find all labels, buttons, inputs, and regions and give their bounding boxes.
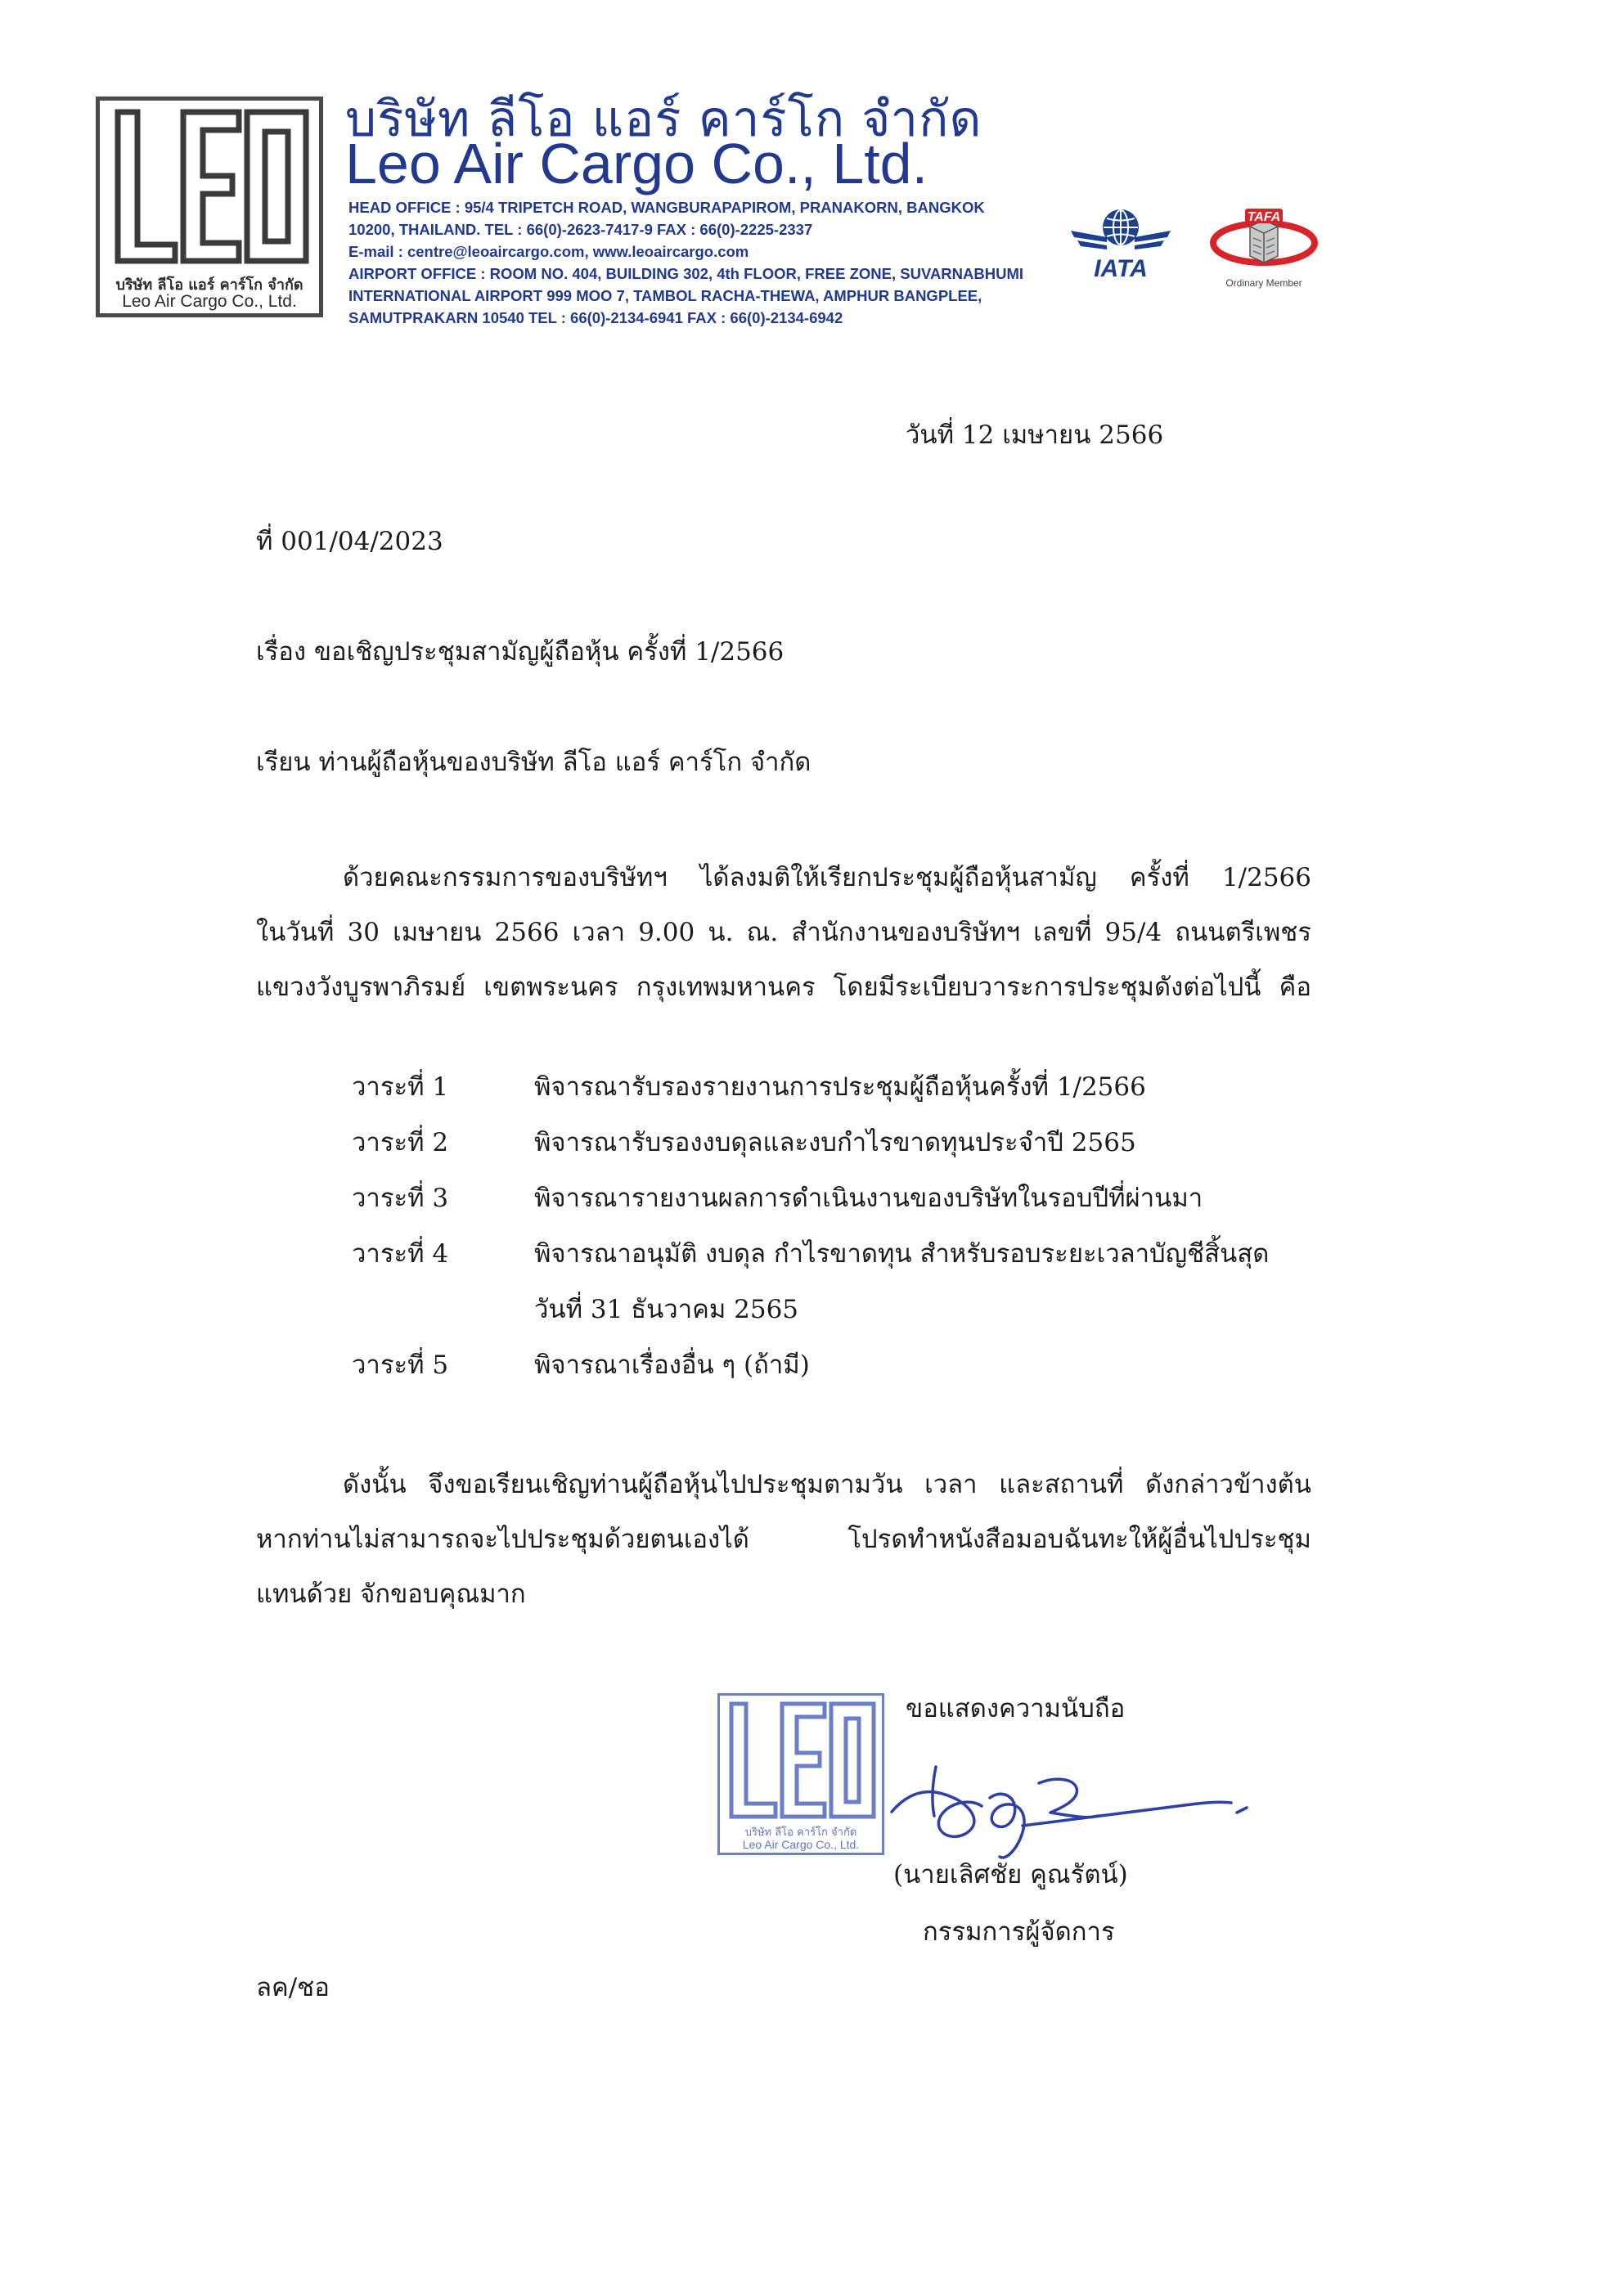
intro-paragraph (256, 851, 1311, 1015)
address-line: HEAD OFFICE : 95/4 TRIPETCH ROAD, WANGBURAPAPIROM, PRANAKORN, BANGKOK (348, 199, 985, 216)
company-name-english: Leo Air Cargo Co., Ltd. (345, 132, 928, 195)
paragraph-line: แขวงวังบูรพาภิรมย์ เขตพระนคร กรุงเทพมหานคร โดยมีระเบียบวาระการประชุมดังต่อไปนี้ คือ (256, 973, 1311, 1002)
company-address (348, 196, 1068, 329)
company-name-thai: บริษัท ลีโอ แอร์ คาร์โก จำกัด (345, 91, 982, 148)
iata-logo (1068, 204, 1174, 285)
agenda-description: พิจารณาเรื่องอื่น ๆ (ถ้ามี) (534, 1350, 810, 1380)
company-stamp (717, 1693, 884, 1855)
tafa-logo (1203, 209, 1325, 289)
signer-title: กรรมการผู้จัดการ (923, 1917, 1115, 1947)
document-initials: ลค/ชอ (256, 1973, 330, 2002)
letter-subject: เรื่อง ขอเชิญประชุมสามัญผู้ถือหุ้น ครั้งที่ 1/2566 (256, 637, 785, 667)
agenda-number: วาระที่ 4 (352, 1239, 449, 1269)
signer-name: (นายเลิศชัย คูณรัตน์) (893, 1860, 1128, 1889)
agenda-description: พิจารณารับรองงบดุลและงบกำไรขาดทุนประจำปี 2565 (534, 1128, 1136, 1157)
agenda-number: วาระที่ 5 (352, 1350, 449, 1380)
agenda-description: พิจารณารับรองรายงานการประชุมผู้ถือหุ้นครั้งที่ 1/2566 (534, 1072, 1146, 1102)
address-line: AIRPORT OFFICE : ROOM NO. 404, BUILDING 302, 4th FLOOR, FREE ZONE, SUVARNABHUMI (348, 265, 1024, 282)
paragraph-line: ดังนั้น จึงขอเรียนเชิญท่านผู้ถือหุ้นไปประชุมตามวัน เวลา และสถานที่ ดังกล่าวข้างต้น (343, 1470, 1311, 1499)
agenda-number: วาระที่ 1 (352, 1072, 449, 1102)
stamp-caption-thai: บริษัท ลีโอ คาร์โก จำกัด (744, 1826, 857, 1839)
closing-paragraph (256, 1458, 1311, 1622)
closing-salutation: ขอแสดงความนับถือ (906, 1694, 1126, 1723)
letter-recipient: เรียน ท่านผู้ถือหุ้นของบริษัท ลีโอ แอร์ คาร์โก จำกัด (256, 748, 812, 777)
logo-caption-thai: บริษัท ลีโอ แอร์ คาร์โก จำกัด (115, 276, 303, 294)
logo-caption-english: Leo Air Cargo Co., Ltd. (122, 292, 297, 311)
tafa-label: TAFA (1247, 210, 1281, 224)
address-line: E-mail : centre@leoaircargo.com, www.leoaircargo.com (348, 243, 749, 260)
stamp-caption-english: Leo Air Cargo Co., Ltd. (742, 1838, 860, 1851)
agenda-description: พิจารณารายงานผลการดำเนินงานของบริษัทในรอบปีที่ผ่านมา (534, 1184, 1203, 1213)
paragraph-line: ในวันที่ 30 เมษายน 2566 เวลา 9.00 น. ณ. สำนักงานของบริษัทฯ เลขที่ 95/4 ถนนตรีเพชร (256, 918, 1311, 947)
leo-logo-mark (110, 106, 314, 269)
reference-number: ที่ 001/04/2023 (256, 527, 443, 556)
address-line: SAMUTPRAKARN 10540 TEL : 66(0)-2134-6941 FAX : 66(0)-2134-6942 (348, 309, 843, 326)
paragraph-line: แทนด้วย จักขอบคุณมาก (256, 1579, 526, 1609)
address-line: INTERNATIONAL AIRPORT 999 MOO 7, TAMBOL RACHA-THEWA, AMPHUR BANGPLEE, (348, 287, 982, 304)
agenda-number: วาระที่ 3 (352, 1184, 449, 1213)
paragraph-line: ด้วยคณะกรรมการของบริษัทฯ ได้ลงมติให้เรียกประชุมผู้ถือหุ้นสามัญ ครั้งที่ 1/2566 (343, 863, 1311, 892)
paragraph-line: หากท่านไม่สามารถจะไปประชุมด้วยตนเองได้ โปรดทำหนังสือมอบฉันทะให้ผู้อื่นไปประชุม (256, 1525, 1311, 1554)
letter-date: วันที่ 12 เมษายน 2566 (906, 420, 1164, 450)
agenda-description: พิจารณาอนุมัติ งบดุล กำไรขาดทุน สำหรับรอบระยะเวลาบัญชีสิ้นสุด (534, 1239, 1270, 1269)
iata-label: IATA (1094, 255, 1148, 282)
address-line: 10200, THAILAND. TEL : 66(0)-2623-7417-9 FAX : 66(0)-2225-2337 (348, 221, 813, 238)
stamp-logo-mark (726, 1699, 879, 1822)
agenda-description-continued: วันที่ 31 ธันวาคม 2565 (534, 1295, 799, 1324)
agenda-number: วาระที่ 2 (352, 1128, 449, 1157)
tafa-caption: Ordinary Member (1225, 277, 1302, 289)
company-logo (96, 97, 323, 317)
